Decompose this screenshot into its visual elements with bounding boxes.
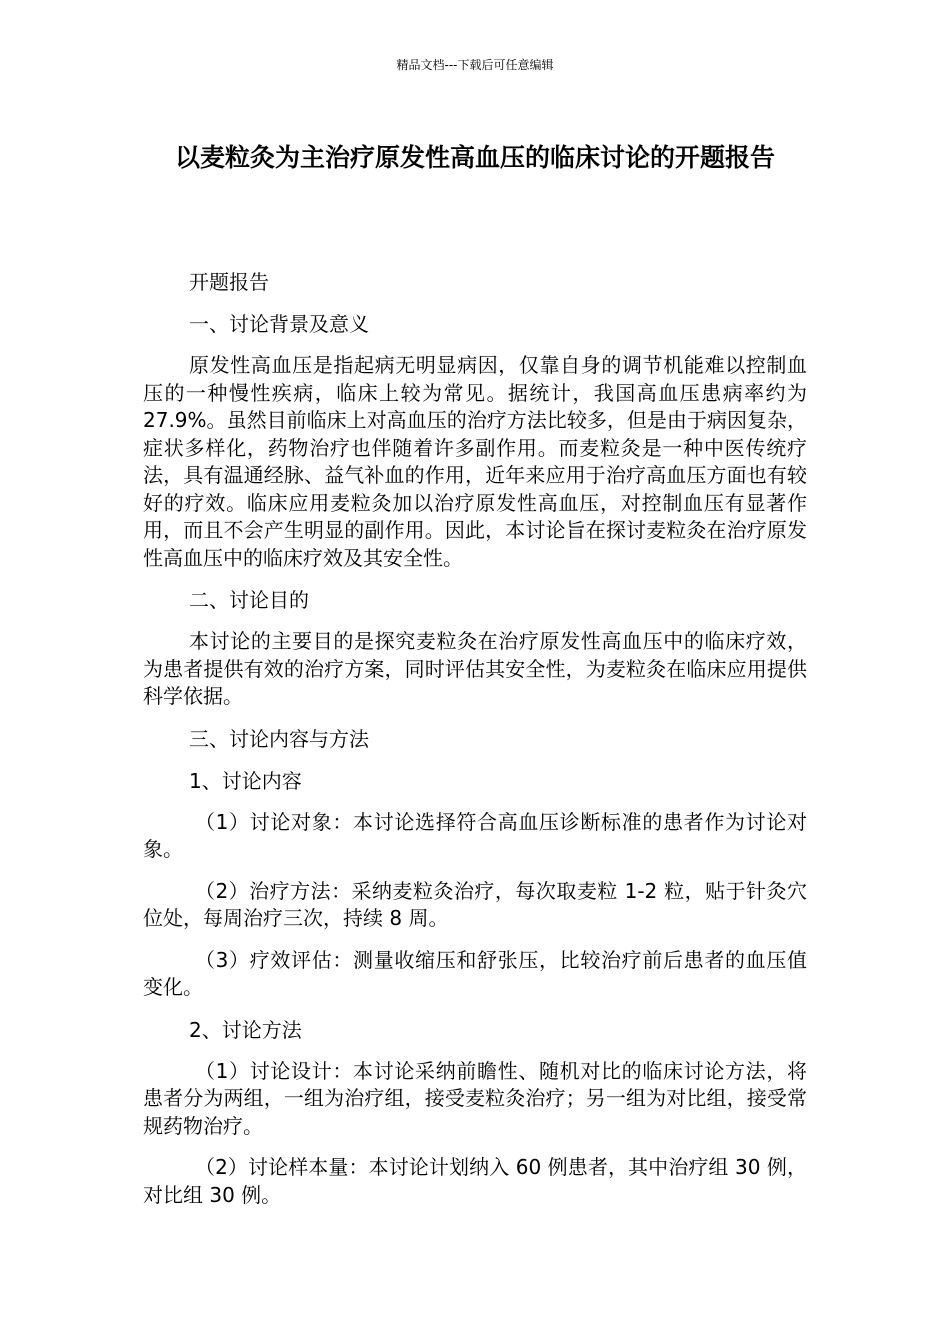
purpose-paragraph: 本讨论的主要目的是探究麦粒灸在治疗原发性高血压中的临床疗效，为患者提供有效的治疗方案，同时评估其安全性，为麦粒灸在临床应用提供科学依据。 <box>143 629 807 708</box>
document-body <box>143 268 807 1223</box>
list-item-subjects: （1）讨论对象：本讨论选择符合高血压诊断标准的患者作为讨论对象。 <box>143 809 807 861</box>
background-paragraph: 原发性高血压是指起病无明显病因，仅靠自身的调节机能难以控制血压的一种慢性疾病，临床上较为常见。据统计，我国高血压患病率约为 27.9%。虽然目前临床上对高血压的治疗方法比较多，但是由于病因复杂，症状多样化，药物治疗也伴随着许多副作用。而麦粒灸是一种中医传统疗法，具有温通经脉、益气补血的作用，近年来应用于治疗高血压方面也有较好的疗效。临床应用麦粒灸加以治疗原发性高血压，对控制血压有显著作用，而且不会产生明显的副作用。因此，本讨论旨在探讨麦粒灸在治疗原发性高血压中的临床疗效及其安全性。 <box>143 353 807 570</box>
section-heading-background: 一、讨论背景及意义 <box>189 312 369 336</box>
list-item-evaluation: （3）疗效评估：测量收缩压和舒张压，比较治疗前后患者的血压值变化。 <box>143 947 807 999</box>
page-header: 精品文档---下载后可任意编辑 <box>396 58 554 72</box>
section-heading-content-methods: 三、讨论内容与方法 <box>189 726 369 751</box>
subsection-heading-content: 1、讨论内容 <box>189 768 302 793</box>
section-heading-purpose: 二、讨论目的 <box>189 588 309 612</box>
subsection-heading-methods: 2、讨论方法 <box>189 1017 302 1042</box>
list-item-sample-size: （2）讨论样本量：本讨论计划纳入 60 例患者，其中治疗组 30 例，对比组 30 例。 <box>143 1155 807 1207</box>
list-item-design: （1）讨论设计：本讨论采纳前瞻性、随机对比的临床讨论方法，将患者分为两组，一组为治疗组，接受麦粒灸治疗；另一组为对比组，接受常规药物治疗。 <box>143 1058 807 1138</box>
section-heading-opening-report: 开题报告 <box>189 270 269 294</box>
list-item-treatment: （2）治疗方法：采纳麦粒灸治疗，每次取麦粒 1-2 粒，贴于针灸穴位处，每周治疗三次，持续 8 周。 <box>143 878 807 930</box>
document-title: 以麦粒灸为主治疗原发性高血压的临床讨论的开题报告 <box>174 143 775 172</box>
